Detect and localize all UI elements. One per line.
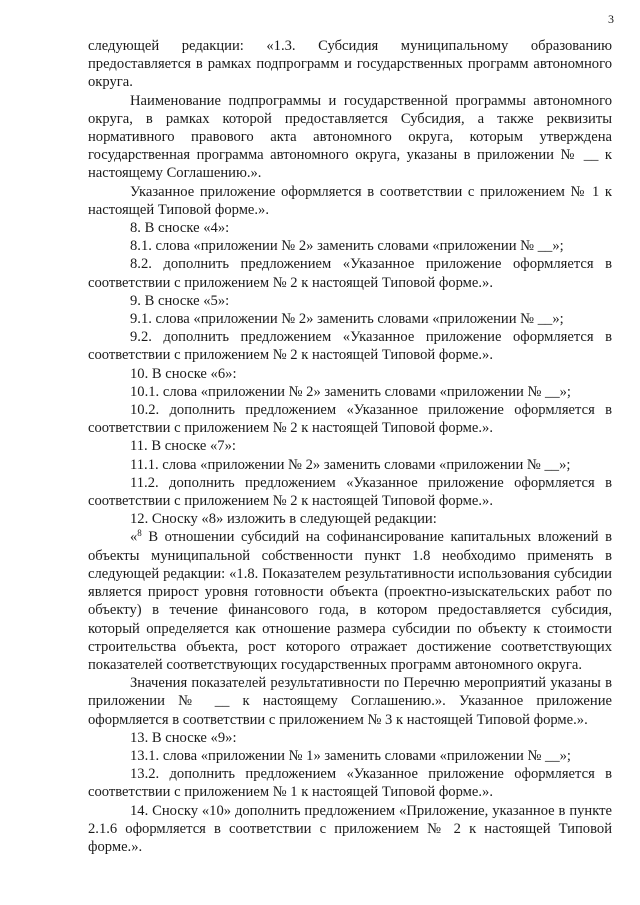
- opening-quote: «: [130, 529, 138, 546]
- footnote-marker: 8: [137, 528, 142, 539]
- paragraph: 13.1. слова «приложении № 1» заменить словами «приложении № __»;: [130, 747, 571, 764]
- footnote-text: В отношении субсидий на софинансирование капитальных вложений в объекты муниципальной собственности пункт 1.8 необходимо применять в следующей редакции: «1.8. Показателем результативности использования субсидии является прирост уровня готовности объекта (проектно-изыскательских работ по объекту) в течение финансового года, в котором предоставляется субсидия, который определяется как отношение размера субсидии по объекту к стоимости строительства объекта, рост которого отражает достижение соответствующих показателей соответствующих государственных программ автономного округа.: [88, 529, 612, 673]
- paragraph: 14. Сноску «10» дополнить предложением «Приложение, указанное в пункте 2.1.6 оформляется в соответствии с приложением № 2 к настоящей Типовой форме.».: [88, 802, 612, 855]
- paragraph: следующей редакции: «1.3. Субсидия муниципальному образованию предоставляется в рамках подпрограмм и государственных программ автономного округа.: [88, 38, 612, 91]
- paragraph: 8.2. дополнить предложением «Указанное приложение оформляется в соответствии с приложением № 2 к настоящей Типовой форме.».: [88, 256, 612, 291]
- paragraph: 9.2. дополнить предложением «Указанное приложение оформляется в соответствии с приложением № 2 к настоящей Типовой форме.».: [88, 329, 612, 364]
- paragraph: 8.1. слова «приложении № 2» заменить словами «приложении № __»;: [130, 238, 564, 255]
- paragraph: 10.2. дополнить предложением «Указанное приложение оформляется в соответствии с приложением № 2 к настоящей Типовой форме.».: [88, 402, 612, 437]
- paragraph: 10.1. слова «приложении № 2» заменить словами «приложении № __»;: [130, 383, 571, 400]
- page-number: 3: [608, 12, 614, 26]
- paragraph: Наименование подпрограммы и государственной программы автономного округа, в рамках которой предоставляется Субсидия, а также реквизиты нормативного правового акта автономного округа, которым утверждена государственная программа автономного округа, указаны в приложении № __ к настоящему Соглашению.».: [88, 92, 612, 182]
- paragraph: Указанное приложение оформляется в соответствии с приложением № 1 к настоящей Типовой форме.».: [88, 183, 612, 218]
- paragraph: 9. В сноске «5»:: [130, 292, 230, 309]
- paragraph: 11. В сноске «7»:: [130, 438, 236, 455]
- paragraph: 12. Сноску «8» изложить в следующей редакции:: [130, 511, 437, 528]
- paragraph: 10. В сноске «6»:: [130, 365, 237, 382]
- paragraph: Значения показателей результативности по Перечню мероприятий указаны в приложении № __ к настоящему Соглашению.». Указанное приложение оформляется в соответствии с приложением № 3 к настоящей Типовой форме.».: [88, 675, 612, 728]
- paragraph: 9.1. слова «приложении № 2» заменить словами «приложении № __»;: [130, 311, 564, 328]
- paragraph: 8. В сноске «4»:: [130, 220, 230, 237]
- paragraph: 11.1. слова «приложении № 2» заменить словами «приложении № __»;: [130, 456, 571, 473]
- paragraph: 13.2. дополнить предложением «Указанное приложение оформляется в соответствии с приложением № 1 к настоящей Типовой форме.».: [88, 766, 612, 801]
- footnote-paragraph: [88, 528, 612, 674]
- document-body: [88, 37, 612, 856]
- paragraph: 11.2. дополнить предложением «Указанное приложение оформляется в соответствии с приложением № 2 к настоящей Типовой форме.».: [88, 474, 612, 510]
- paragraph: 13. В сноске «9»:: [130, 729, 237, 746]
